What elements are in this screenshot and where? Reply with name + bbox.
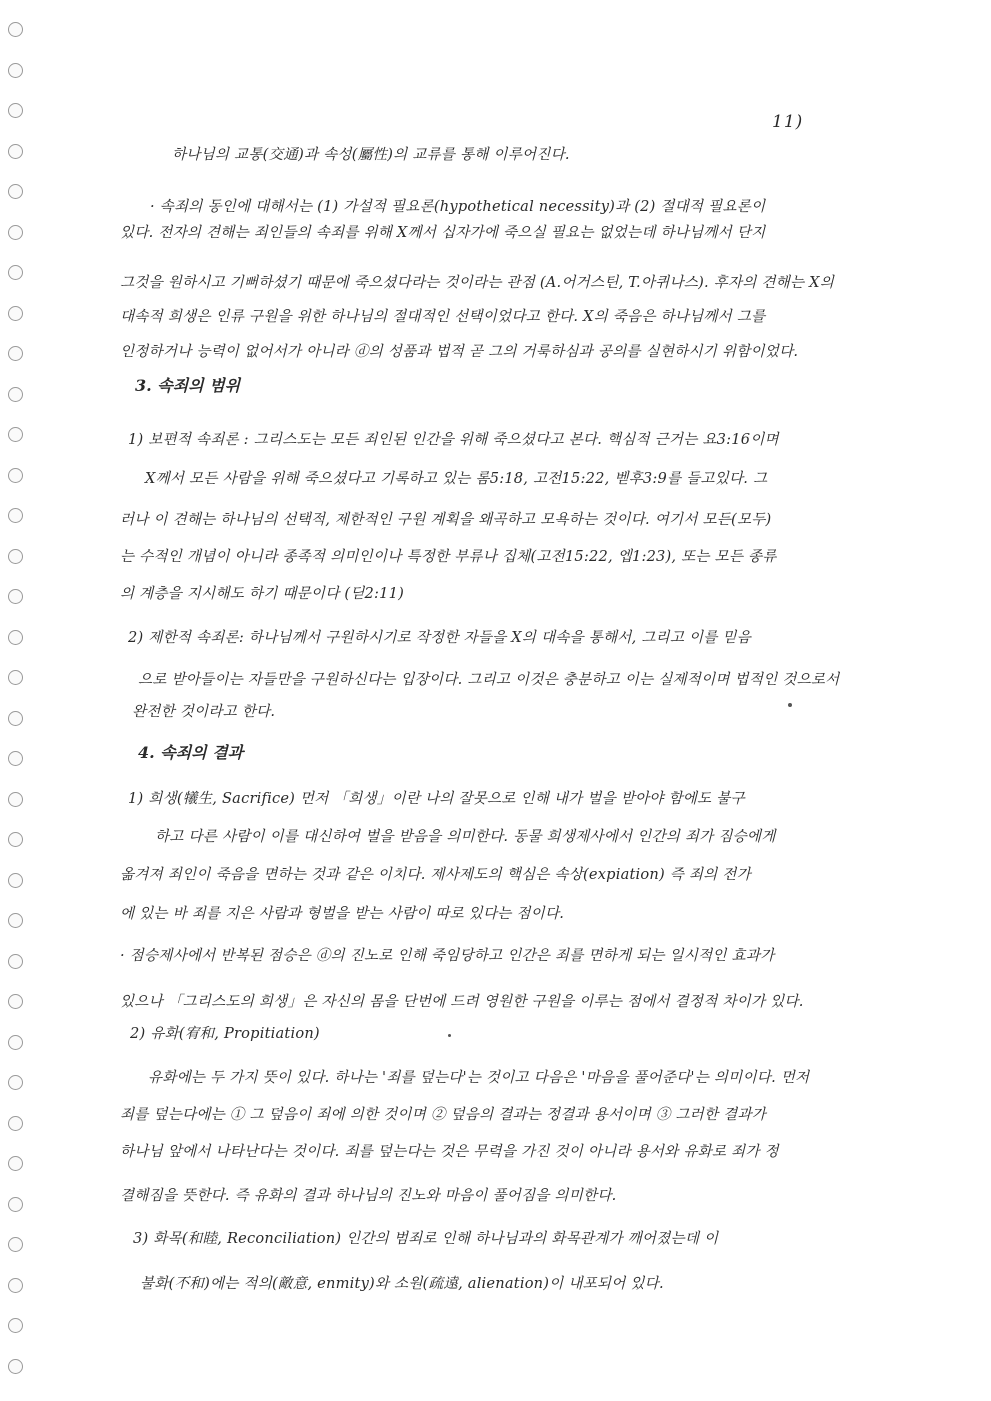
binder-hole [8, 1359, 23, 1374]
ink-dot [788, 703, 792, 707]
text-line: 3) 화목(和睦, Reconciliation) 인간의 범죄로 인해 하나님과의 화목관계가 깨어졌는데 이 [133, 1230, 719, 1247]
text-line: 1) 희생(犧生, Sacrifice) 먼저 「희생」이란 나의 잘못으로 인해 내가 벌을 받아야 함에도 불구 [128, 790, 745, 807]
binder-hole [8, 589, 23, 604]
binder-hole [8, 346, 23, 361]
binder-hole [8, 387, 23, 402]
page-number: 11) [772, 112, 804, 132]
binder-hole [8, 1197, 23, 1212]
text-line: · 점승제사에서 반복된 점승은 ⓓ의 진노로 인해 죽임당하고 인간은 죄를 면하게 되는 일시적인 효과가 [120, 947, 775, 964]
text-line: 하나님 앞에서 나타난다는 것이다. 죄를 덮는다는 것은 무력을 가진 것이 아니라 용서와 유화로 죄가 정 [120, 1143, 779, 1160]
binder-hole [8, 144, 23, 159]
binder-hole [8, 265, 23, 280]
binder-hole [8, 994, 23, 1009]
binder-hole [8, 670, 23, 685]
text-line: 2) 유화(宥和, Propitiation) [130, 1025, 320, 1042]
text-line: 하나님의 교통(交通)과 속성(屬性)의 교류를 통해 이루어진다. [172, 146, 570, 163]
section-heading: 4. 속죄의 결과 [138, 743, 244, 762]
text-line: · 속죄의 동인에 대해서는 (1) 가설적 필요론(hypothetical necessity)과 (2) 절대적 필요론이 [150, 198, 766, 215]
text-line: 하고 다른 사람이 이를 대신하여 벌을 받음을 의미한다. 동물 희생제사에서 인간의 죄가 짐승에게 [155, 828, 776, 845]
binder-hole [8, 832, 23, 847]
text-line: 결해짐을 뜻한다. 즉 유화의 결과 하나님의 진노와 마음이 풀어짐을 의미한다. [120, 1187, 617, 1204]
text-line: 불화(不和)에는 적의(敵意, enmity)와 소원(疏遠, alienation)이 내포되어 있다. [140, 1275, 664, 1292]
binder-hole [8, 873, 23, 888]
text-line: 있으나 「그리스도의 희생」은 자신의 몸을 단번에 드려 영원한 구원을 이루는 점에서 결정적 차이가 있다. [120, 993, 804, 1010]
binder-hole [8, 1116, 23, 1131]
binder-hole [8, 63, 23, 78]
binder-hole [8, 468, 23, 483]
binder-hole [8, 427, 23, 442]
binder-hole [8, 549, 23, 564]
text-line: 2) 제한적 속죄론: 하나님께서 구원하시기로 작정한 자들을 X의 대속을 통해서, 그리고 이를 믿음 [128, 629, 752, 646]
binder-hole [8, 225, 23, 240]
binder-hole [8, 1075, 23, 1090]
binder-hole [8, 711, 23, 726]
text-line: 1) 보편적 속죄론 : 그리스도는 모든 죄인된 인간을 위해 죽으셨다고 본다. 핵심적 근거는 요3:16이며 [128, 431, 779, 448]
text-line: 러나 이 견해는 하나님의 선택적, 제한적인 구원 계획을 왜곡하고 모욕하는 것이다. 여기서 모든(모두) [120, 511, 772, 528]
text-line: 대속적 희생은 인류 구원을 위한 하나님의 절대적인 선택이었다고 한다. X의 죽음은 하나님께서 그를 [120, 308, 766, 325]
binder-holes [8, 22, 32, 1382]
text-line: 완전한 것이라고 한다. [132, 703, 276, 720]
binder-hole [8, 630, 23, 645]
binder-hole [8, 913, 23, 928]
text-line: 에 있는 바 죄를 지은 사람과 형벌을 받는 사람이 따로 있다는 점이다. [120, 905, 565, 922]
ink-dot [448, 1034, 451, 1037]
text-line: 그것을 원하시고 기뻐하셨기 때문에 죽으셨다라는 것이라는 관점 (A.어거스틴, T.아퀴나스). 후자의 견해는 X의 [120, 274, 834, 291]
text-line: 유화에는 두 가지 뜻이 있다. 하나는 '죄를 덮는다'는 것이고 다음은 '마음을 풀어준다'는 의미이다. 먼저 [148, 1069, 810, 1086]
binder-hole [8, 751, 23, 766]
binder-hole [8, 1035, 23, 1050]
binder-hole [8, 1156, 23, 1171]
text-line: 죄를 덮는다에는 ① 그 덮음이 죄에 의한 것이며 ② 덮음의 결과는 정결과 용서이며 ③ 그러한 결과가 [120, 1106, 766, 1123]
binder-hole [8, 184, 23, 199]
text-line: X께서 모든 사람을 위해 죽으셨다고 기록하고 있는 롬5:18, 고전15:22, 벧후3:9를 들고있다. 그 [145, 470, 768, 487]
text-line: 는 수적인 개념이 아니라 종족적 의미인이나 특정한 부류나 집체(고전15:22, 엡1:23), 또는 모든 종류 [120, 548, 777, 565]
binder-hole [8, 103, 23, 118]
binder-hole [8, 1278, 23, 1293]
binder-hole [8, 1318, 23, 1333]
binder-hole [8, 508, 23, 523]
binder-hole [8, 792, 23, 807]
text-line: 의 계층을 지시해도 하기 때문이다 (딛2:11) [120, 585, 405, 602]
text-line: 있다. 전자의 견해는 죄인들의 속죄를 위해 X께서 십자가에 죽으실 필요는 없었는데 하나님께서 단지 [120, 224, 766, 241]
text-line: 으로 받아들이는 자들만을 구원하신다는 입장이다. 그리고 이것은 충분하고 이는 실제적이며 법적인 것으로서 [138, 671, 840, 688]
binder-hole [8, 954, 23, 969]
binder-hole [8, 306, 23, 321]
text-line: 옮겨져 죄인이 죽음을 면하는 것과 같은 이치다. 제사제도의 핵심은 속상(expiation) 즉 죄의 전가 [120, 866, 751, 883]
text-line: 인정하거나 능력이 없어서가 아니라 ⓓ의 성품과 법적 곧 그의 거룩하심과 공의를 실현하시기 위함이었다. [120, 343, 799, 360]
section-heading: 3. 속죄의 범위 [135, 376, 241, 395]
binder-hole [8, 1237, 23, 1252]
binder-hole [8, 22, 23, 37]
